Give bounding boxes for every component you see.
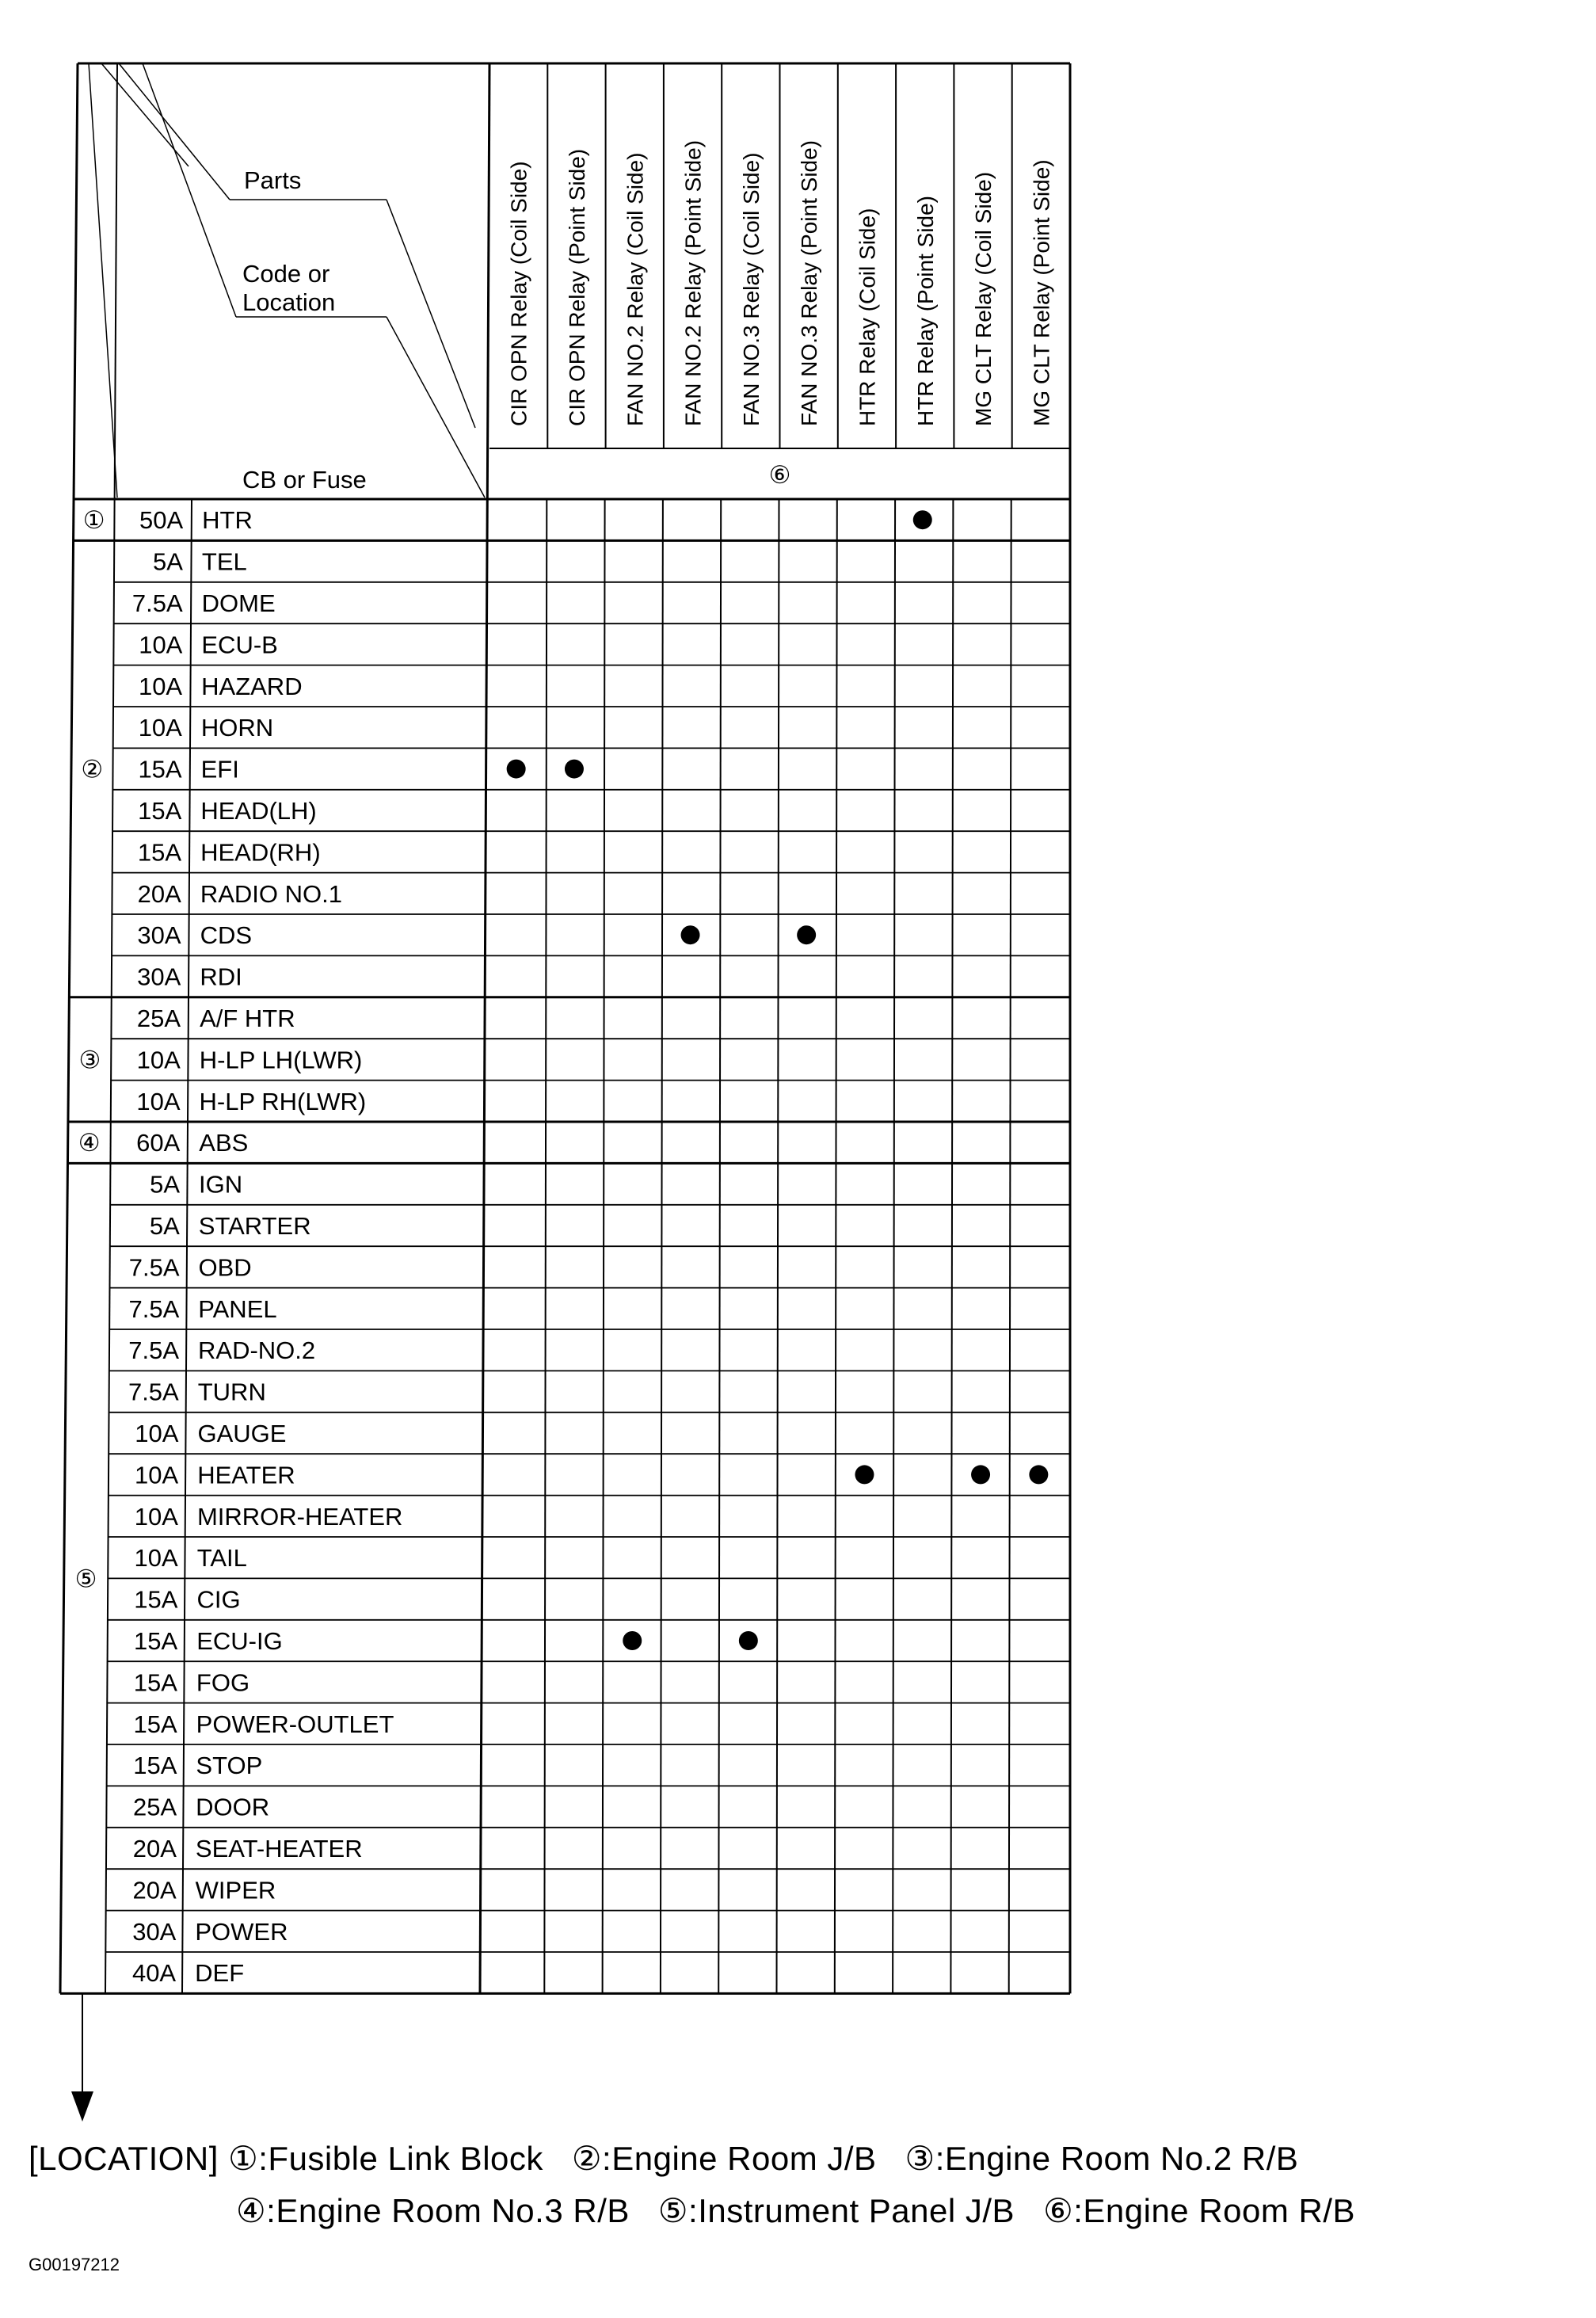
fuse-amperage: 7.5A	[128, 1378, 179, 1406]
fuse-amperage: 10A	[134, 1544, 178, 1573]
fuse-amperage: 15A	[138, 755, 182, 783]
legend-item: ⑥:Engine Room R/B	[1043, 2192, 1356, 2229]
connection-dot	[681, 925, 700, 944]
group-location-code: ③	[78, 1046, 101, 1074]
legend-item: ②:Engine Room J/B	[571, 2140, 877, 2177]
legend-item: ⑤:Instrument Panel J/B	[657, 2192, 1015, 2229]
connection-dot	[1029, 1465, 1048, 1484]
fuse-name: HORN	[200, 714, 274, 742]
connection-dot	[855, 1465, 874, 1484]
parts-column-divider	[480, 63, 489, 1993]
fuse-name: POWER	[195, 1917, 288, 1946]
group-location-code: ②	[81, 755, 104, 783]
fuse-amperage: 7.5A	[128, 1253, 180, 1282]
fuse-amperage: 7.5A	[128, 1336, 180, 1365]
fuse-name: FOG	[196, 1668, 250, 1697]
fuse-amperage: 15A	[133, 1710, 177, 1738]
fuse-amperage: 5A	[152, 547, 183, 576]
fuse-amperage: 15A	[137, 838, 182, 867]
fuse-name: SEAT-HEATER	[195, 1835, 363, 1862]
fuse-name: H-LP LH(LWR)	[199, 1046, 363, 1074]
column-header: FAN NO.2 Relay (Coil Side)	[623, 152, 648, 426]
connection-dot	[971, 1465, 990, 1484]
fuse-amperage: 10A	[138, 714, 182, 742]
legend-item: ③:Engine Room No.2 R/B	[905, 2140, 1299, 2177]
connection-dot	[623, 1631, 642, 1650]
fuse-name: GAUGE	[197, 1420, 287, 1447]
column-header: FAN NO.2 Relay (Point Side)	[680, 139, 706, 426]
fuse-name: DOOR	[196, 1793, 270, 1821]
column-header: FAN NO.3 Relay (Point Side)	[797, 139, 822, 426]
fuse-name: DOME	[201, 589, 276, 617]
fuse-amperage: 10A	[136, 1087, 181, 1115]
group-location-code: ①	[82, 506, 105, 535]
fuse-amperage: 60A	[136, 1129, 181, 1157]
fuse-name: MIRROR-HEATER	[196, 1502, 403, 1531]
fuse-amperage: 20A	[132, 1835, 177, 1862]
corner-label-code: Code or	[242, 260, 330, 288]
fuse-name: PANEL	[198, 1294, 277, 1323]
fuse-amperage: 10A	[135, 1461, 179, 1489]
legend-item: ④:Engine Room No.3 R/B	[236, 2192, 630, 2229]
corner-label-location: Location	[242, 288, 336, 316]
fuse-amperage: 10A	[138, 672, 183, 700]
fuse-amperage: 5A	[150, 1170, 181, 1199]
fuse-name: DEF	[195, 1959, 245, 1988]
corner-label-parts: Parts	[244, 166, 302, 194]
fuse-name: STOP	[196, 1752, 263, 1780]
table-left-border	[60, 63, 78, 1993]
connection-dot	[913, 510, 932, 529]
column-header: CIR OPN Relay (Point Side)	[564, 148, 589, 426]
group-location-code: ⑤	[74, 1565, 97, 1593]
code-leader	[387, 317, 485, 498]
fuse-name: TAIL	[196, 1544, 247, 1573]
fuse-name: HAZARD	[201, 672, 303, 700]
fuse-amperage: 15A	[134, 1585, 178, 1614]
fuse-name: STARTER	[198, 1212, 311, 1240]
fuse-name: H-LP RH(LWR)	[199, 1087, 367, 1115]
fuse-amperage: 15A	[133, 1668, 177, 1697]
fuse-amperage: 10A	[134, 1502, 178, 1531]
column-header: MG CLT Relay (Point Side)	[1029, 159, 1054, 426]
fuse-name: HEAD(LH)	[200, 797, 317, 825]
fuse-name: EFI	[200, 755, 239, 783]
fuse-amperage: 50A	[139, 506, 184, 535]
fuse-name: TEL	[201, 547, 247, 576]
figure-code: G00197212	[29, 2255, 120, 2274]
fuse-amperage: 7.5A	[131, 589, 183, 617]
fuse-name: RDI	[200, 963, 242, 991]
fuse-name: HEAD(RH)	[200, 838, 321, 867]
connection-dot	[739, 1631, 758, 1650]
location-legend-line-2	[236, 2191, 1384, 2230]
fuse-name: ECU-B	[201, 631, 278, 659]
fuse-name: WIPER	[195, 1876, 276, 1904]
fuse-amperage: 15A	[133, 1752, 177, 1780]
corner-diagonal	[119, 63, 230, 200]
parts-leader	[387, 200, 475, 428]
fuse-amperage: 5A	[149, 1212, 180, 1240]
column-header: MG CLT Relay (Coil Side)	[971, 171, 996, 426]
corner-label-cb-fuse: CB or Fuse	[242, 466, 367, 494]
fuse-amperage: 25A	[136, 1005, 181, 1032]
fuse-amperage: 40A	[131, 1959, 177, 1988]
fuse-name: TURN	[197, 1378, 266, 1406]
fuse-name: ABS	[199, 1129, 249, 1157]
location-column-divider	[105, 63, 117, 1993]
fuse-name: HEATER	[197, 1461, 295, 1489]
fuse-amperage: 10A	[139, 631, 183, 659]
fuse-name: CIG	[196, 1585, 241, 1614]
fuse-name: IGN	[199, 1170, 243, 1199]
fuse-amperage: 15A	[134, 1627, 178, 1655]
fuse-amperage: 10A	[135, 1420, 179, 1447]
legend-arrow-head	[71, 2091, 93, 2122]
legend-item: [LOCATION] ①:Fusible Link Block	[29, 2140, 543, 2177]
fuse-name: RADIO NO.1	[200, 879, 342, 908]
fuse-name: CDS	[200, 921, 253, 950]
fuse-name: RAD-NO.2	[198, 1336, 316, 1365]
column-header: HTR Relay (Coil Side)	[855, 208, 880, 426]
fuse-name: OBD	[198, 1253, 252, 1282]
connection-dot	[507, 760, 526, 779]
fuse-name: A/F HTR	[200, 1005, 295, 1032]
connection-dot	[797, 925, 816, 944]
column-header: CIR OPN Relay (Coil Side)	[506, 161, 531, 426]
fuse-name: HTR	[202, 506, 253, 535]
fuse-amperage: 20A	[137, 879, 181, 908]
location-legend-line-1	[29, 2139, 1327, 2178]
fuse-amperage: 25A	[132, 1793, 177, 1821]
fuse-name: ECU-IG	[196, 1627, 283, 1655]
fuse-amperage: 30A	[137, 963, 181, 991]
fuse-amperage: 30A	[137, 921, 181, 950]
corner-diagonal	[89, 63, 117, 498]
connection-dot	[565, 760, 584, 779]
fuse-amperage: 15A	[138, 797, 182, 825]
column-header: HTR Relay (Point Side)	[912, 196, 938, 426]
fuse-amperage: 7.5A	[128, 1294, 180, 1323]
column-location-code: ⑥	[768, 461, 791, 489]
fuse-amperage: 20A	[132, 1876, 177, 1904]
group-location-code: ④	[78, 1129, 101, 1157]
fuse-name: POWER-OUTLET	[196, 1710, 394, 1738]
fuse-amperage: 10A	[136, 1046, 181, 1074]
fuse-amperage: 30A	[132, 1917, 177, 1946]
column-header: FAN NO.3 Relay (Coil Side)	[738, 152, 764, 426]
